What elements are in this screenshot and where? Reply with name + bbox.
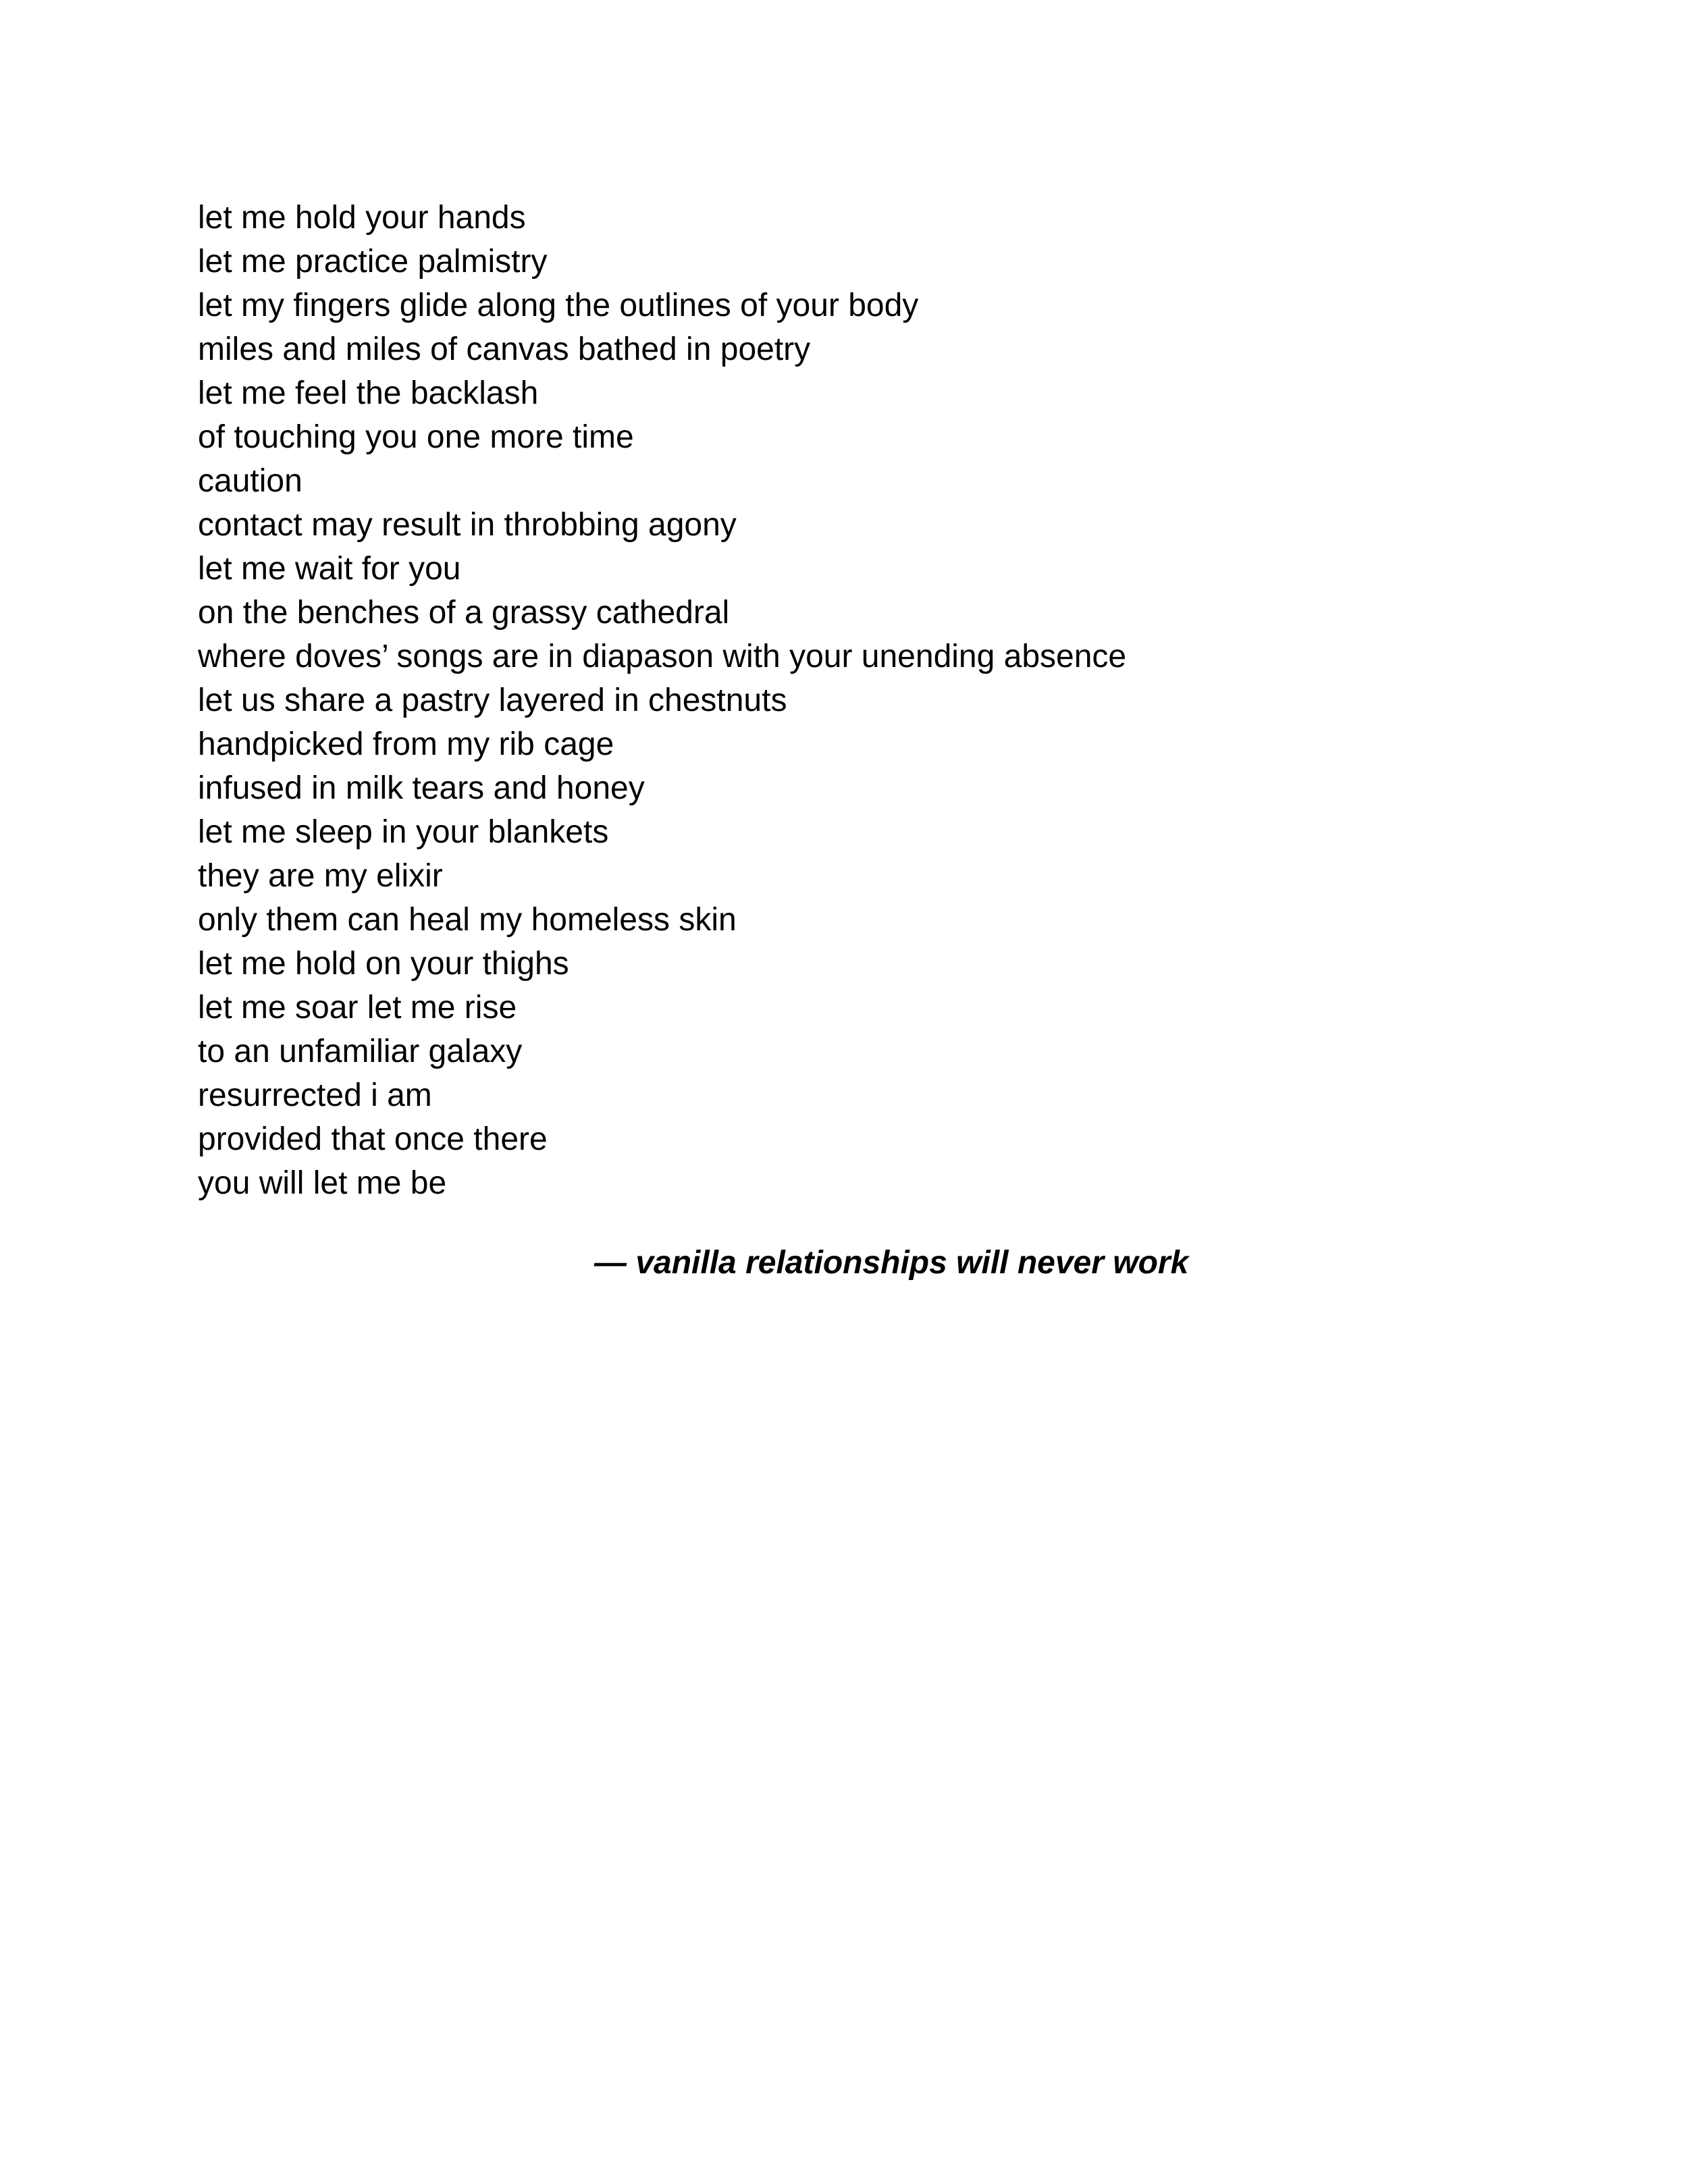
poem-line: only them can heal my homeless skin	[198, 902, 737, 938]
poem-line: to an unfamiliar galaxy	[198, 1034, 523, 1069]
poem-body	[198, 196, 1126, 1205]
poem-line: let me hold your hands	[198, 200, 526, 236]
poem-line: let me practice palmistry	[198, 244, 548, 279]
poem-line: let me feel the backlash	[198, 375, 539, 411]
poem-line: handpicked from my rib cage	[198, 726, 614, 762]
poem-line: let us share a pastry layered in chestnuts	[198, 683, 787, 718]
poem-line: contact may result in throbbing agony	[198, 507, 737, 543]
poem-signature: — vanilla relationships will never work	[594, 1245, 1189, 1281]
poem-line: they are my elixir	[198, 858, 443, 894]
poem-line: let my fingers glide along the outlines of your body	[198, 288, 919, 323]
poem-line: let me wait for you	[198, 551, 461, 587]
poem-line: where doves’ songs are in diapason with your unending absence	[198, 639, 1127, 674]
poem-line: let me soar let me rise	[198, 990, 517, 1026]
poem-line: you will let me be	[198, 1165, 447, 1201]
poem-line: on the benches of a grassy cathedral	[198, 595, 730, 631]
poem-line: of touching you one more time	[198, 419, 634, 455]
poem-line: let me hold on your thighs	[198, 946, 569, 982]
poem-line: miles and miles of canvas bathed in poetry	[198, 331, 811, 367]
poem-line: let me sleep in your blankets	[198, 814, 609, 850]
poem-line: infused in milk tears and honey	[198, 770, 645, 806]
poem-line: resurrected i am	[198, 1077, 432, 1113]
poem-line: provided that once there	[198, 1121, 548, 1157]
poem-line: caution	[198, 463, 302, 499]
